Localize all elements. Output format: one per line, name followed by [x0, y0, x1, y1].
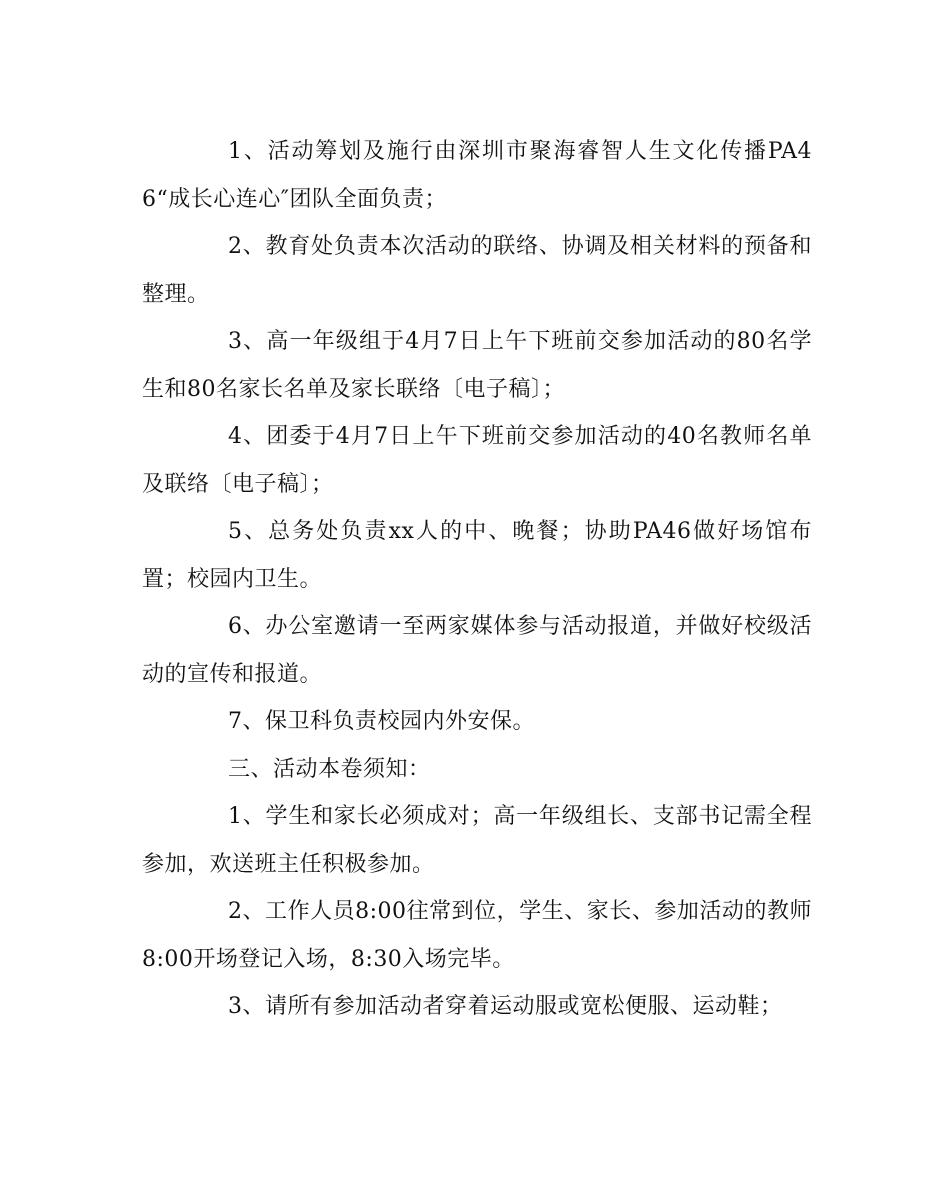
paragraph-note-1: 1、学生和家长必须成对；高一年级组长、支部书记需全程参加，欢送班主任积极参加。	[142, 804, 812, 877]
paragraph-duty-1: 1、活动筹划及施行由深圳市聚海睿智人生文化传播PA46“成长心连心″团队全面负责；	[142, 139, 812, 212]
paragraph-duty-7: 7、保卫科负责校园内外安保。	[228, 709, 535, 734]
paragraph-duty-6: 6、办公室邀请一至两家媒体参与活动报道，并做好校级活动的宣传和报道。	[142, 614, 812, 687]
paragraph-note-2: 2、工作人员8:00往常到位，学生、家长、参加活动的教师8:00开场登记入场，8:30入场完毕。	[142, 899, 812, 972]
paragraph-duty-4: 4、团委于4月7日上午下班前交参加活动的40名教师名单及联络〔电子稿〕；	[142, 424, 812, 497]
section-heading-notes: 三、活动本卷须知：	[228, 756, 431, 782]
paragraph-duty-5: 5、总务处负责xx人的中、晚餐；协助PA46做好场馆布置；校园内卫生。	[142, 519, 812, 592]
document-body	[142, 128, 812, 1031]
paragraph-note-3: 3、请所有参加活动者穿着运动服或宽松便服、运动鞋；	[228, 994, 783, 1019]
paragraph-duty-2: 2、教育处负责本次活动的联络、协调及相关材料的预备和整理。	[142, 234, 812, 307]
paragraph-duty-3: 3、高一年级组于4月7日上午下班前交参加活动的80名学生和80名家长名单及家长联络〔电子稿〕；	[142, 329, 812, 402]
